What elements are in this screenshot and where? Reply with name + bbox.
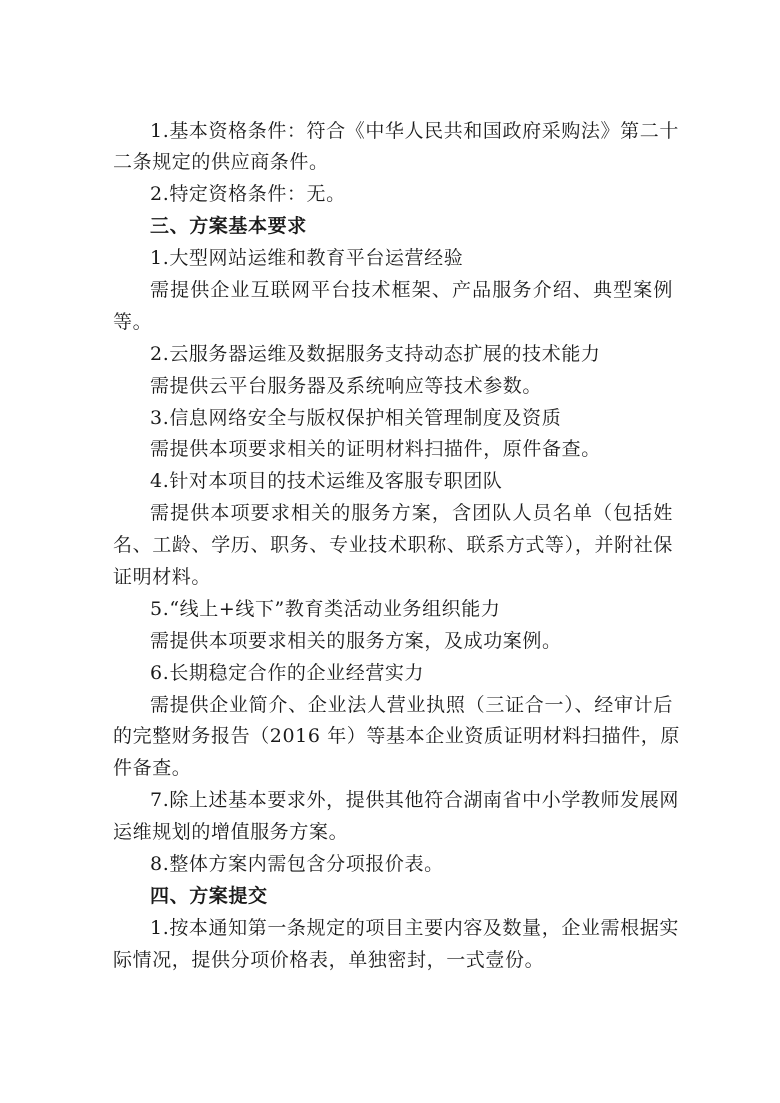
- paragraph-line: [113, 277, 673, 303]
- line-text: 2.云服务器运维及数据服务支持动态扩展的技术能力: [150, 343, 601, 365]
- line-text: 2.特定资格条件：无。: [150, 183, 346, 205]
- line-text: 的完整财务报告（2016 年）等基本企业资质证明材料扫描件，原: [113, 725, 680, 747]
- paragraph-line: [113, 692, 673, 718]
- paragraph-line: [113, 947, 673, 973]
- paragraph-line: [113, 405, 673, 431]
- line-text: 需提供云平台服务器及系统响应等技术参数。: [150, 375, 543, 397]
- line-text: 需提供企业简介、企业法人营业执照（三证合一）、经审计后: [150, 694, 673, 716]
- paragraph-line: [113, 596, 673, 622]
- line-text: 际情况，提供分项价格表，单独密封，一式壹份。: [113, 949, 545, 971]
- paragraph-line: [113, 628, 673, 654]
- line-text: 二条规定的供应商条件。: [113, 151, 329, 173]
- paragraph-line: [113, 149, 673, 175]
- paragraph-line: [113, 245, 673, 271]
- paragraph-line: [113, 118, 679, 144]
- line-text: 3.信息网络安全与版权保护相关管理制度及资质: [150, 407, 562, 429]
- section-heading: [113, 213, 673, 239]
- paragraph-line: [113, 851, 673, 877]
- line-text: 6.长期稳定合作的企业经营实力: [150, 662, 425, 684]
- line-text: 三、方案基本要求: [150, 215, 307, 237]
- line-text: 1.按本通知第一条规定的项目主要内容及数量，企业需根据实: [150, 917, 679, 939]
- paragraph-line: [113, 436, 673, 462]
- line-text: 名、工龄、学历、职务、专业技术职称、联系方式等），并附社保: [113, 534, 673, 556]
- section-heading: [113, 883, 673, 909]
- paragraph-line: [113, 755, 673, 781]
- paragraph-line: [113, 564, 673, 590]
- line-text: 运维规划的增值服务方案。: [113, 821, 349, 843]
- paragraph-line: [113, 468, 673, 494]
- paragraph-line: [113, 787, 679, 813]
- paragraph-line: [113, 819, 673, 845]
- paragraph-line: [113, 373, 673, 399]
- paragraph-line: [113, 500, 673, 526]
- line-text: 需提供本项要求相关的服务方案，及成功案例。: [150, 630, 562, 652]
- paragraph-line: [113, 660, 673, 686]
- paragraph-line: [113, 915, 679, 941]
- line-text: 5.“线上+线下”教育类活动业务组织能力: [150, 598, 501, 620]
- line-text: 需提供企业互联网平台技术框架、产品服务介绍、典型案例: [150, 279, 673, 301]
- paragraph-line: [113, 181, 673, 207]
- line-text: 1.大型网站运维和教育平台运营经验: [150, 247, 464, 269]
- line-text: 四、方案提交: [150, 885, 268, 907]
- line-text: 证明材料。: [113, 566, 212, 588]
- paragraph-line: [113, 309, 673, 335]
- line-text: 7.除上述基本要求外，提供其他符合湖南省中小学教师发展网: [150, 789, 679, 811]
- line-text: 1.基本资格条件：符合《中华人民共和国政府采购法》第二十: [150, 120, 679, 142]
- paragraph-line: [113, 341, 673, 367]
- paragraph-line: [113, 723, 680, 749]
- line-text: 8.整体方案内需包含分项报价表。: [150, 853, 444, 875]
- line-text: 等。: [113, 311, 153, 333]
- line-text: 需提供本项要求相关的证明材料扫描件，原件备查。: [150, 438, 601, 460]
- paragraph-line: [113, 532, 673, 558]
- line-text: 件备查。: [113, 757, 192, 779]
- line-text: 4.针对本项目的技术运维及客服专职团队: [150, 470, 503, 492]
- line-text: 需提供本项要求相关的服务方案，含团队人员名单（包括姓: [150, 502, 673, 524]
